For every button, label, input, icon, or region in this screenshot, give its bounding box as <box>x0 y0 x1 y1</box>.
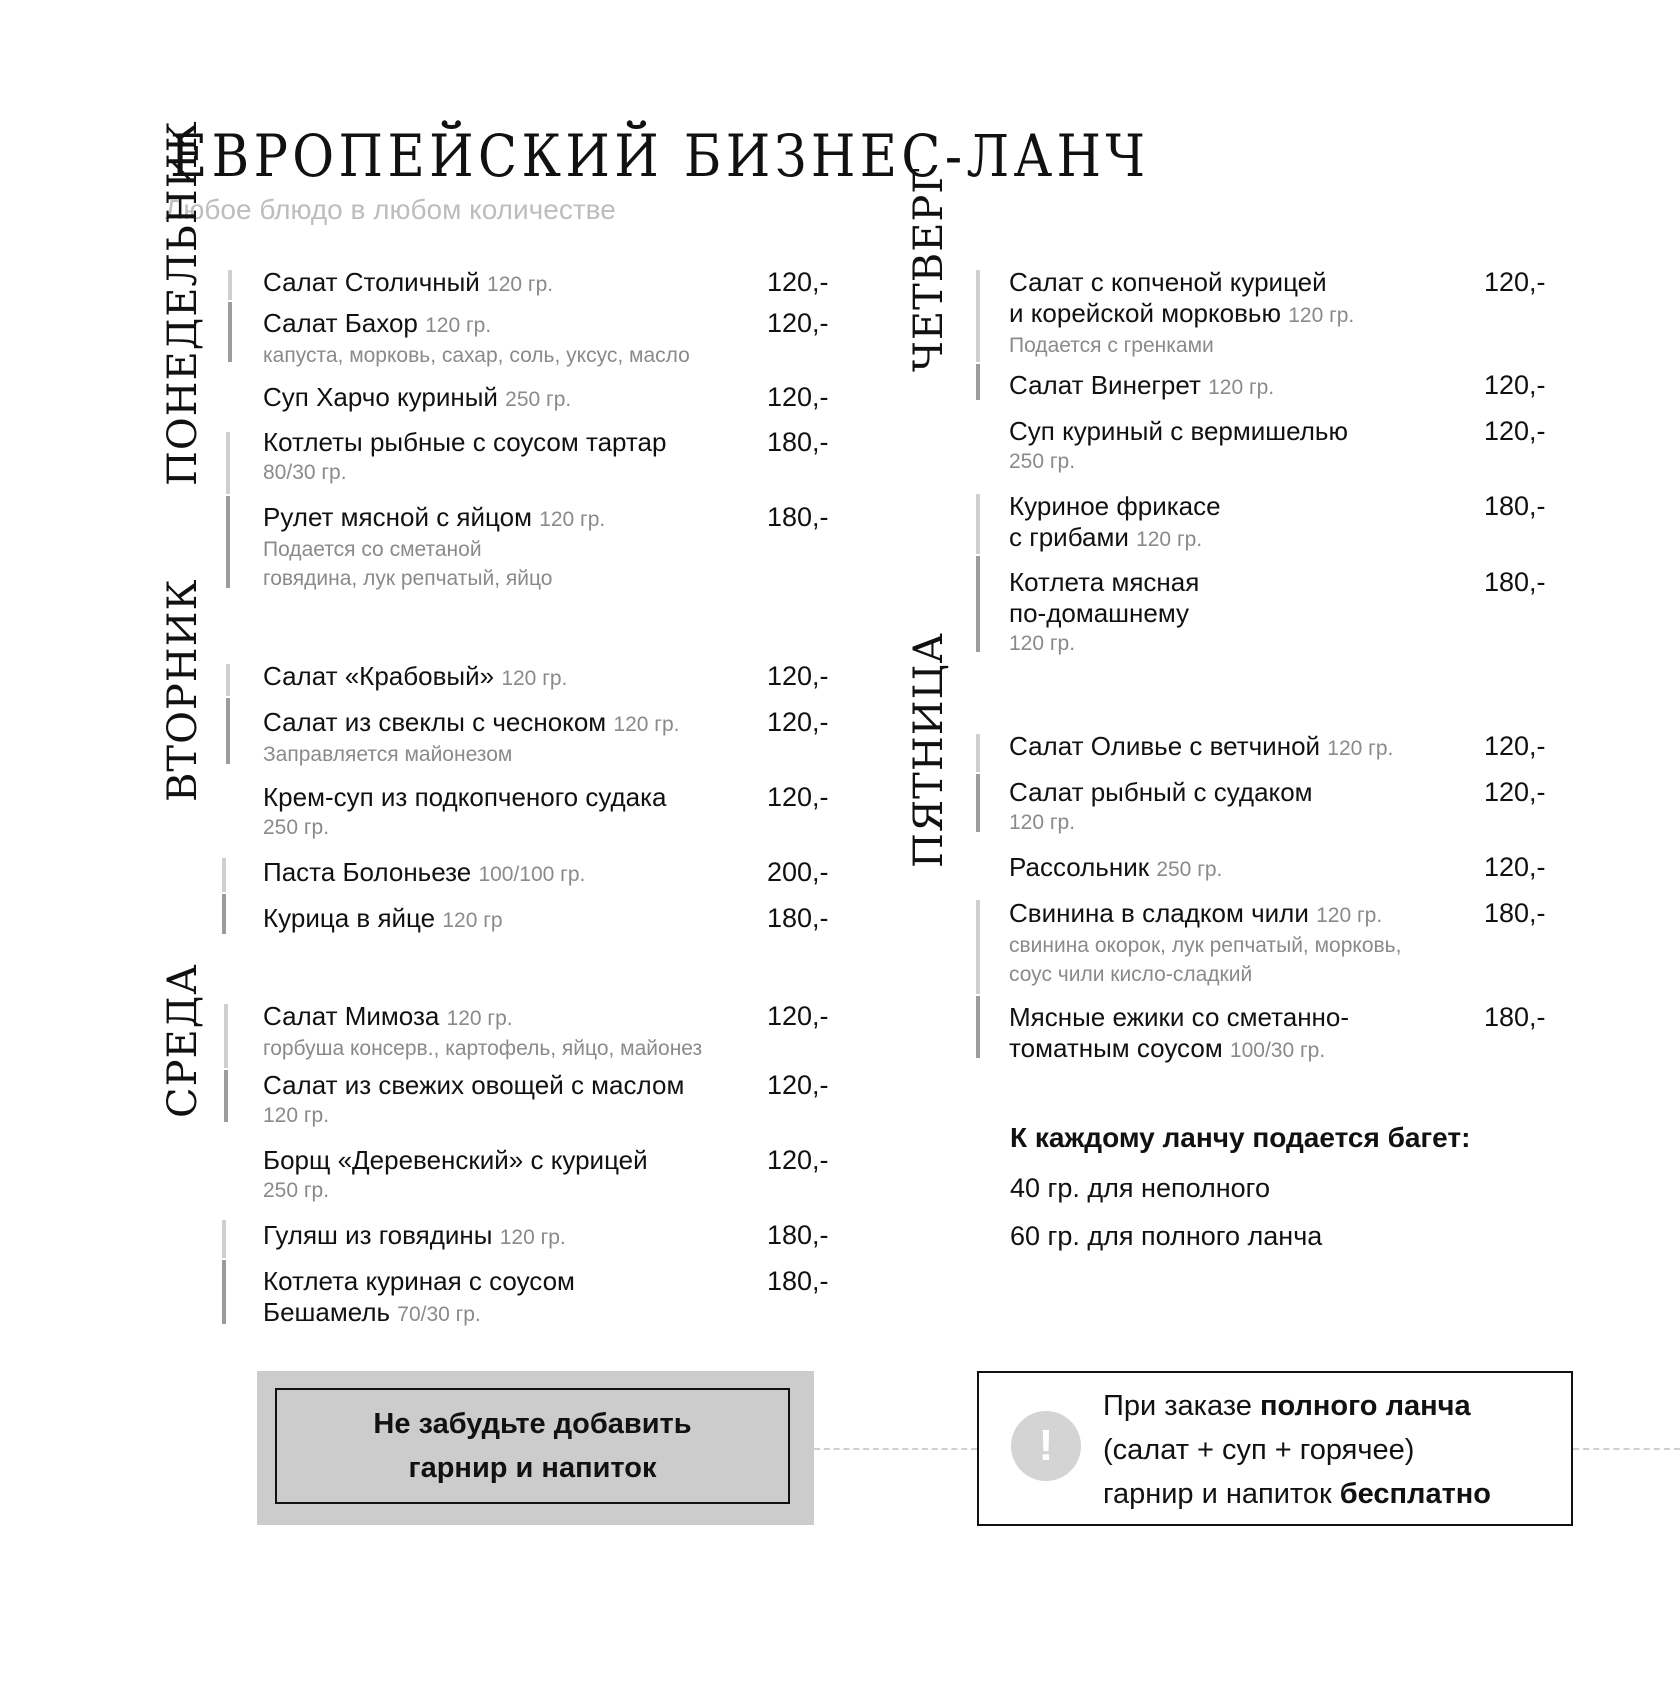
item-price: 180,- <box>1484 898 1546 928</box>
item-price: 120,- <box>767 1070 829 1100</box>
item-marker <box>226 432 230 494</box>
item-description: свинина окорок, лук репчатый, морковь, <box>1009 934 1402 957</box>
item-name: с грибами <box>1009 522 1129 552</box>
item-price: 120,- <box>767 782 829 812</box>
item-weight: 250 гр. <box>1009 450 1076 473</box>
menu-item <box>263 707 679 769</box>
item-name: по-домашнему <box>1009 598 1190 628</box>
menu-item <box>263 427 666 487</box>
item-marker <box>976 364 980 400</box>
item-weight: 70/30 гр. <box>397 1303 481 1326</box>
item-weight: 120 гр. <box>1009 811 1076 834</box>
menu-item <box>263 308 690 370</box>
item-marker <box>976 494 980 554</box>
item-price: 120,- <box>767 1001 829 1031</box>
menu-item <box>263 382 571 415</box>
day-label-wednesday: СРЕДА <box>160 963 206 1118</box>
item-name: Салат Бахор <box>263 308 418 338</box>
menu-item <box>1009 777 1313 837</box>
menu-item <box>1009 1002 1349 1066</box>
item-name: Рулет мясной с яйцом <box>263 502 532 532</box>
item-weight: 120 гр. <box>487 273 554 296</box>
item-price: 120,- <box>1484 777 1546 807</box>
item-weight: 80/30 гр. <box>263 461 347 484</box>
offer-text-part: гарнир и напиток <box>1103 1478 1340 1510</box>
item-name: томатным соусом <box>1009 1033 1223 1063</box>
menu-item <box>263 267 553 300</box>
dashed-divider <box>1573 1448 1680 1450</box>
offer-text-part: При заказе <box>1103 1390 1260 1422</box>
item-name: Свинина в сладком чили <box>1009 898 1309 928</box>
page-subtitle: Любое блюдо в любом количестве <box>165 194 616 225</box>
item-description: капуста, морковь, сахар, соль, уксус, масло <box>263 344 690 367</box>
item-marker <box>226 664 230 696</box>
item-marker <box>222 1220 226 1258</box>
item-price: 180,- <box>767 1266 829 1296</box>
item-name: Паста Болоньезе <box>263 857 472 887</box>
dashed-divider <box>814 1448 977 1450</box>
item-name: Суп Харчо куриный <box>263 382 498 412</box>
item-name: и корейской морковью <box>1009 298 1281 328</box>
item-description: горбуша консерв., картофель, яйцо, майонез <box>263 1037 703 1060</box>
item-marker <box>976 774 980 832</box>
item-weight: 100/100 гр. <box>478 863 586 886</box>
offer-text-part: (салат + суп + горячее) <box>1103 1434 1415 1466</box>
item-price: 120,- <box>1484 267 1546 297</box>
item-price: 120,- <box>767 267 829 297</box>
menu-item <box>1009 416 1348 476</box>
item-weight: 120 гр. <box>1288 304 1355 327</box>
menu-item <box>263 502 605 593</box>
day-label-thursday: ЧЕТВЕРГ <box>906 166 952 372</box>
item-price: 180,- <box>1484 491 1546 521</box>
menu-item <box>1009 731 1393 764</box>
item-name: Гуляш из говядины <box>263 1220 493 1250</box>
item-name: Рассольник <box>1009 852 1150 882</box>
menu-item <box>263 782 667 842</box>
menu-item <box>263 1220 566 1253</box>
item-price: 120,- <box>1484 852 1546 882</box>
menu-item <box>1009 852 1222 885</box>
item-weight: 120 гр. <box>1009 632 1076 655</box>
item-price: 180,- <box>767 1220 829 1250</box>
menu-item <box>263 1266 575 1330</box>
offer-text-emphasis: полного ланча <box>1259 1390 1471 1422</box>
menu-item <box>1009 567 1199 658</box>
item-price: 180,- <box>1484 1002 1546 1032</box>
item-name: Салат с копченой курицей <box>1009 267 1327 297</box>
day-label-friday: ПЯТНИЦА <box>906 632 952 868</box>
item-price: 180,- <box>767 502 829 532</box>
item-price: 120,- <box>1484 731 1546 761</box>
item-name: Суп куриный с вермишелью <box>1009 416 1348 446</box>
item-weight: 120 гр. <box>1208 376 1275 399</box>
item-name: Салат Оливье с ветчиной <box>1009 731 1321 761</box>
item-name: Салат из свеклы с чесноком <box>263 707 607 737</box>
item-marker <box>976 556 980 652</box>
item-marker <box>224 1004 228 1068</box>
menu-item <box>1009 491 1221 555</box>
item-price: 180,- <box>1484 567 1546 597</box>
menu-item <box>263 1145 648 1205</box>
item-weight: 120 гр. <box>539 508 606 531</box>
item-marker <box>222 894 226 934</box>
item-price: 120,- <box>767 1145 829 1175</box>
item-price: 120,- <box>767 382 829 412</box>
page-title: ЕВРОПЕЙСКИЙ БИЗНЕС-ЛАНЧ <box>170 122 1150 190</box>
item-name: Куриное фрикасе <box>1009 491 1221 521</box>
exclamation-icon: ! <box>1011 1411 1081 1481</box>
reminder-text: гарнир и напиток <box>408 1452 657 1484</box>
item-price: 120,- <box>767 308 829 338</box>
bread-note-line: 40 гр. для неполного <box>1010 1173 1270 1203</box>
item-description: соус чили кисло-сладкий <box>1009 963 1253 986</box>
day-label-monday: ПОНЕДЕЛЬНИК <box>160 120 206 486</box>
reminder-text: Не забудьте добавить <box>373 1408 692 1440</box>
item-price: 120,- <box>1484 370 1546 400</box>
item-name: Курица в яйце <box>263 903 436 933</box>
item-description: Подается со сметаной <box>263 538 482 561</box>
item-marker <box>226 496 230 588</box>
menu-item <box>263 1001 702 1063</box>
menu-item <box>1009 267 1354 360</box>
item-price: 120,- <box>1484 416 1546 446</box>
item-name: Котлета куриная с соусом <box>263 1266 575 1296</box>
item-marker <box>222 1260 226 1324</box>
item-marker <box>224 1070 228 1122</box>
menu-item <box>263 857 585 890</box>
item-name: Бешамель <box>263 1297 391 1327</box>
full-lunch-offer-box <box>977 1371 1573 1526</box>
menu-item <box>1009 898 1401 989</box>
item-weight: 250 гр. <box>505 388 572 411</box>
item-weight: 120 гр. <box>1327 737 1394 760</box>
reminder-box <box>257 1371 814 1525</box>
item-name: Котлеты рыбные с соусом тартар <box>263 427 667 457</box>
item-weight: 250 гр. <box>263 816 330 839</box>
item-weight: 250 гр. <box>263 1179 330 1202</box>
offer-text-emphasis: бесплатно <box>1339 1478 1492 1510</box>
item-name: Мясные ежики со сметанно- <box>1009 1002 1350 1032</box>
item-description: Подается с гренками <box>1009 334 1214 357</box>
menu-item <box>263 903 503 936</box>
item-price: 120,- <box>767 707 829 737</box>
item-name: Салат из свежих овощей с маслом <box>263 1070 685 1100</box>
item-name: Крем-суп из подкопченого судака <box>263 782 667 812</box>
item-marker <box>228 270 232 300</box>
item-name: Борщ «Деревенский» с курицей <box>263 1145 648 1175</box>
item-weight: 100/30 гр. <box>1229 1039 1326 1062</box>
item-marker <box>976 734 980 772</box>
item-description: говядина, лук репчатый, яйцо <box>263 567 553 590</box>
item-weight: 250 гр. <box>1156 858 1223 881</box>
item-marker <box>222 858 226 892</box>
item-weight: 120 гр. <box>263 1104 330 1127</box>
offer-text <box>1103 1384 1491 1516</box>
item-weight: 120 гр. <box>1136 528 1203 551</box>
item-marker <box>976 996 980 1058</box>
item-price: 180,- <box>767 427 829 457</box>
item-name: Салат рыбный с судаком <box>1009 777 1313 807</box>
menu-item <box>263 661 567 694</box>
item-name: Салат Мимоза <box>263 1001 440 1031</box>
item-weight: 120 гр. <box>425 314 492 337</box>
item-name: Салат «Крабовый» <box>263 661 495 691</box>
bread-note-title: К каждому ланчу подается багет: <box>1010 1122 1471 1153</box>
bread-note-line: 60 гр. для полного ланча <box>1010 1221 1323 1251</box>
item-price: 200,- <box>767 857 829 887</box>
item-description: Заправляется майонезом <box>263 743 513 766</box>
item-marker <box>228 302 232 362</box>
menu-item <box>263 1070 684 1130</box>
reminder-box-frame <box>275 1388 790 1504</box>
item-name: Салат Винегрет <box>1009 370 1201 400</box>
day-label-tuesday: ВТОРНИК <box>160 578 206 802</box>
menu-item <box>1009 370 1274 403</box>
item-name: Салат Столичный <box>263 267 480 297</box>
item-marker <box>976 900 980 994</box>
item-weight: 120 гр. <box>499 1226 566 1249</box>
item-marker <box>226 698 230 764</box>
item-price: 120,- <box>767 661 829 691</box>
item-weight: 120 гр. <box>446 1007 513 1030</box>
item-weight: 120 гр. <box>501 667 568 690</box>
item-weight: 120 гр <box>442 909 503 932</box>
item-name: Котлета мясная <box>1009 567 1200 597</box>
item-weight: 120 гр. <box>1316 904 1383 927</box>
item-weight: 120 гр. <box>613 713 680 736</box>
item-price: 180,- <box>767 903 829 933</box>
item-marker <box>976 270 980 362</box>
